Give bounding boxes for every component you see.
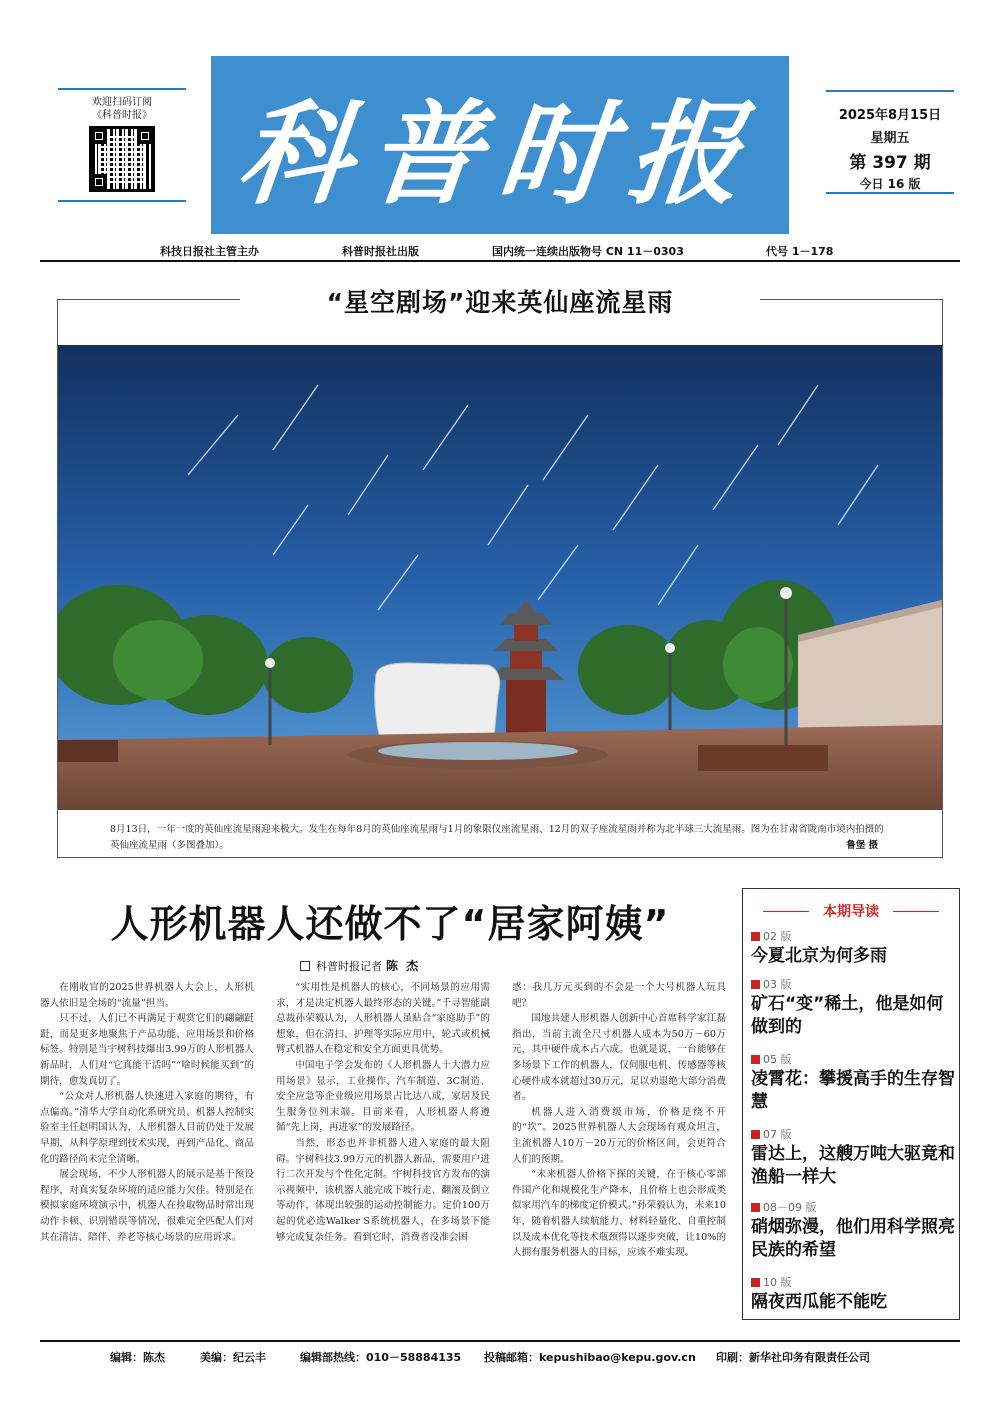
guide-item-title: 矿石“变”稀土，他是如何做到的 bbox=[751, 994, 944, 1037]
guide-item[interactable] bbox=[751, 1200, 957, 1262]
guide-item-title: 硝烟弥漫，他们用科学照亮民族的希望 bbox=[751, 1217, 955, 1260]
guide-page: 03 版 bbox=[763, 978, 792, 991]
article-paragraph: 当然，形态也并非机器人进入家庭的最大阻碍。宇树科技3.99万元的机器人新品，需要用户进行二次开发与个性化定制。宇树科技官方发布的演示视频中，该机器人能完成下坡行走、翻滚及倒立等动作，体现出较强的运动控制能力。定价100万起的优必选Walker S系统机器人，在多场景下能够完成复杂任务。看到它时，消费者没准会困 bbox=[276, 1137, 490, 1243]
article-paragraph: “未来机器人价格下探的关键，在于核心零部件国产化和规模化生产降本，且价格上也会形成类似家用汽车的梯度定价模式。”孙荣毅认为，未来10年，随着机器人续航能力、材料轻量化、自重控制以及成本优化等技术瓶颈得以逐步突破，让10%的人拥有服务机器人的目标，应该不难实现。 bbox=[512, 1169, 726, 1259]
guide-item[interactable] bbox=[751, 977, 957, 1039]
article-column-2 bbox=[276, 980, 490, 1245]
guide-page: 08－09 版 bbox=[763, 1201, 817, 1214]
qr-code-icon[interactable] bbox=[89, 126, 155, 192]
article-byline bbox=[300, 957, 420, 974]
guide-item[interactable] bbox=[751, 1052, 957, 1114]
article-column-3 bbox=[512, 980, 726, 1261]
footer-art-editor: 美编：纪云丰 bbox=[200, 1351, 266, 1364]
article-paragraph: 国地共建人形机器人创新中心首席科学家江磊指出，当前主流全尺寸机器人成本为50万－60万元，其中硬件成本占六成。也就是说，一台能够在多场景下工作的机器人，仅伺服电机、传感器等核心硬件成本就超过30万元，足以劝退绝大部分消费者。 bbox=[512, 1013, 726, 1103]
red-square-icon bbox=[751, 1130, 760, 1139]
footer-email[interactable]: 投稿邮箱：kepushibao@kepu.gov.cn bbox=[484, 1351, 696, 1364]
newspaper-title: 科普时报 bbox=[232, 88, 766, 220]
article-paragraph: 中国电子学会发布的《人形机器人十大潜力应用场景》显示，工业操作、汽车制造、3C制造、安全应急等企业级应用场景占比达八成，家居及民生服务位列末端。目前来看，人形机器人将遵循“先上岗，再进家”的发展路径。 bbox=[276, 1059, 490, 1134]
issue-weekday: 星期五 bbox=[870, 131, 910, 146]
footer-hotline: 编辑部热线：010－58884135 bbox=[300, 1351, 462, 1364]
red-square-icon bbox=[751, 1203, 760, 1212]
byline-name: 陈 杰 bbox=[386, 959, 421, 973]
guide-item[interactable] bbox=[751, 929, 957, 968]
guide-item-title: 凌霄花：攀援高手的生存智慧 bbox=[751, 1069, 955, 1112]
guide-page: 10 版 bbox=[763, 1276, 792, 1289]
masthead-banner bbox=[211, 56, 789, 234]
article-paragraph: “公众对人形机器人快速进入家庭的期待，有点偏高。”清华大学自动化系研究员、机器人控制实验室主任赵明国认为，人形机器人目前仍处于发展早期，从科学原理到技术实现，再到产品化、商品化的路径尚未完全清晰。 bbox=[40, 1091, 254, 1165]
guide-page: 05 版 bbox=[763, 1053, 792, 1066]
page-footer bbox=[40, 1340, 960, 1368]
byline-square-icon bbox=[300, 961, 310, 971]
issue-pages: 今日 16 版 bbox=[859, 177, 921, 191]
article-headline: 人形机器人还做不了“居家阿姨” bbox=[110, 902, 670, 946]
meteor-shower-photo bbox=[58, 345, 942, 810]
issue-number: 第 397 期 bbox=[849, 153, 931, 173]
red-square-icon bbox=[751, 980, 760, 989]
red-square-icon bbox=[751, 1055, 760, 1064]
photo-caption bbox=[110, 822, 890, 854]
article-paragraph: 在刚收官的2025世界机器人大会上，人形机器人依旧是全场的“流量”担当。 bbox=[40, 982, 254, 1009]
pub-sponsor: 科技日报社主管主办 bbox=[160, 245, 259, 258]
guide-page: 07 版 bbox=[763, 1128, 792, 1141]
caption-text: 8月13日，一年一度的英仙座流星雨迎来极大。发生在每年8月的英仙座流星雨与1月的象限仪座流星雨、12月的双子座流星雨并称为北半球三大流星雨。图为在甘肃省陇南市境内拍摄的英仙座流星雨（多图叠加）。 bbox=[110, 824, 884, 851]
qr-caption-2: 《科普时报》 bbox=[92, 110, 152, 121]
red-square-icon bbox=[751, 932, 760, 941]
article-paragraph: “实用性是机器人的核心，不同场景的应用需求，才是决定机器人最终形态的关键。”千寻智能副总裁孙荣毅认为，人形机器人虽贴合“家庭助手”的想象，但在清扫、护理等实际应用中，轮式或机械臂式机器人在稳定和安全方面更具优势。 bbox=[276, 982, 490, 1056]
footer-editor: 编辑：陈杰 bbox=[110, 1351, 165, 1364]
byline-label: 科普时报记者 bbox=[316, 960, 382, 973]
publication-line bbox=[40, 240, 960, 262]
issue-info bbox=[826, 90, 954, 194]
guide-item-title: 雷达上，这艘万吨大驱竟和渔船一样大 bbox=[751, 1144, 955, 1187]
article-paragraph: 机器人进入消费级市场，价格是绕不开的“坎”。2025世界机器人大会现场有观众坦言，主流机器人10万－20万元的价格区间，会更符合人们的预期。 bbox=[512, 1106, 726, 1165]
guide-item-title: 今夏北京为何多雨 bbox=[751, 946, 887, 966]
photo-credit: 鲁堡 摄 bbox=[846, 840, 878, 851]
guide-title: 本期导读 bbox=[743, 901, 959, 921]
issue-date: 2025年8月15日 bbox=[838, 108, 942, 123]
guide-item-title: 隔夜西瓜能不能吃 bbox=[751, 1292, 887, 1312]
footer-printer: 印刷：新华社印务有限责任公司 bbox=[716, 1351, 870, 1364]
red-square-icon bbox=[751, 1278, 760, 1287]
article-paragraph: 展会现场，不少人形机器人的展示是基于预设程序，对真实复杂环境的适应能力欠佳。特别是在模拟家庭环境演示中，机器人在捡取物品时常出现动作卡顿、识别错误等情况，很难完全匹配人们对其在清洁、陪伴、养老等核心场景的应用诉求。 bbox=[40, 1169, 254, 1243]
guide-page: 02 版 bbox=[763, 930, 792, 943]
article-column-1 bbox=[40, 980, 254, 1245]
issue-guide-box bbox=[742, 888, 960, 1320]
article-paragraph: 惑：我几万元买到的不会是一个大号机器人玩具吧？ bbox=[512, 982, 726, 1009]
guide-item[interactable] bbox=[751, 1275, 957, 1314]
guide-item[interactable] bbox=[751, 1127, 957, 1189]
pub-cn-number: 国内统一连续出版物号 CN 11－0303 bbox=[492, 245, 684, 258]
article-paragraph: 只不过，人们已不再满足于观赏它们的翩翩跹跹，而是更多地聚焦于产品功能、应用场景和价格标签。特别是当宇树科技爆出3.99万的人形机器人新品时，人们对“它真能干活吗”“啥时候能买到”的期待，愈发真切了。 bbox=[40, 1013, 254, 1087]
pub-publisher: 科普时报社出版 bbox=[342, 245, 419, 258]
qr-subscribe-box bbox=[58, 88, 186, 202]
pub-code: 代号 1－178 bbox=[766, 245, 834, 258]
photo-story-title: “星空剧场”迎来英仙座流星雨 bbox=[240, 283, 760, 319]
qr-caption-1: 欢迎扫码订阅 bbox=[92, 97, 152, 108]
